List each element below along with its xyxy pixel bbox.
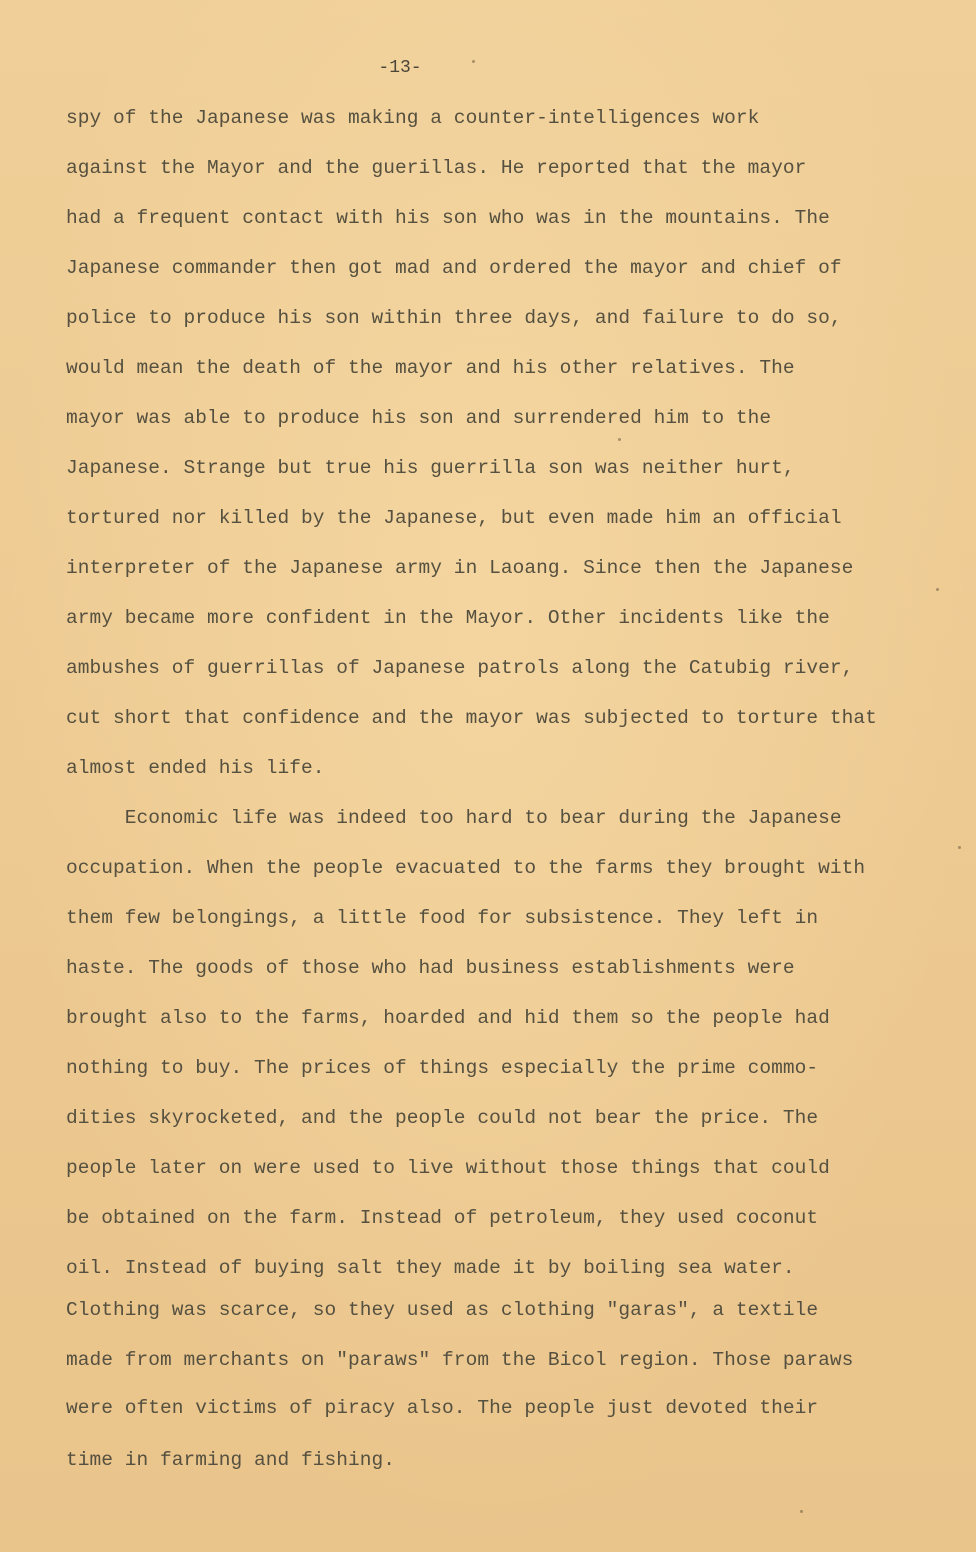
text-line: mayor was able to produce his son and surrendered him to the [66, 407, 772, 429]
text-line: spy of the Japanese was making a counter-intelligences work [66, 107, 760, 129]
text-line: people later on were used to live without those things that could [66, 1157, 830, 1179]
text-line: Japanese commander then got mad and ordered the mayor and chief of [66, 257, 842, 279]
paper-speck [472, 60, 475, 63]
text-line: cut short that confidence and the mayor was subjected to torture that [66, 707, 877, 729]
text-line: almost ended his life. [66, 757, 325, 779]
paper-speck [936, 588, 939, 591]
text-line: army became more confident in the Mayor. Other incidents like the [66, 607, 830, 629]
text-line: police to produce his son within three days, and failure to do so, [66, 307, 842, 329]
text-line: interpreter of the Japanese army in Laoang. Since then the Japanese [66, 557, 854, 579]
paper-speck [800, 1510, 803, 1513]
text-line: tortured nor killed by the Japanese, but even made him an official [66, 507, 842, 529]
text-line: would mean the death of the mayor and his other relatives. The [66, 357, 795, 379]
text-line: brought also to the farms, hoarded and hid them so the people had [66, 1007, 830, 1029]
text-line: had a frequent contact with his son who was in the mountains. The [66, 207, 830, 229]
text-line: occupation. When the people evacuated to the farms they brought with [66, 857, 866, 879]
text-line: be obtained on the farm. Instead of petroleum, they used coconut [66, 1207, 819, 1229]
text-line: made from merchants on "paraws" from the Bicol region. Those paraws [66, 1349, 854, 1371]
page-number: -13- [378, 58, 422, 78]
text-line: ambushes of guerrillas of Japanese patrols along the Catubig river, [66, 657, 854, 679]
text-line: haste. The goods of those who had business establishments were [66, 957, 795, 979]
text-line: oil. Instead of buying salt they made it by boiling sea water. [66, 1257, 795, 1279]
paper-speck [618, 438, 621, 441]
text-line: against the Mayor and the guerillas. He reported that the mayor [66, 157, 807, 179]
text-line: Japanese. Strange but true his guerrilla son was neither hurt, [66, 457, 795, 479]
text-line: dities skyrocketed, and the people could not bear the price. The [66, 1107, 819, 1129]
text-line: time in farming and fishing. [66, 1449, 396, 1471]
paper-speck [958, 846, 961, 849]
text-line: Clothing was scarce, so they used as clothing "garas", a textile [66, 1299, 819, 1321]
text-line: Economic life was indeed too hard to bear during the Japanese [66, 807, 842, 829]
text-line: nothing to buy. The prices of things especially the prime commo- [66, 1057, 819, 1079]
text-line: were often victims of piracy also. The people just devoted their [66, 1397, 819, 1419]
text-line: them few belongings, a little food for subsistence. They left in [66, 907, 819, 929]
